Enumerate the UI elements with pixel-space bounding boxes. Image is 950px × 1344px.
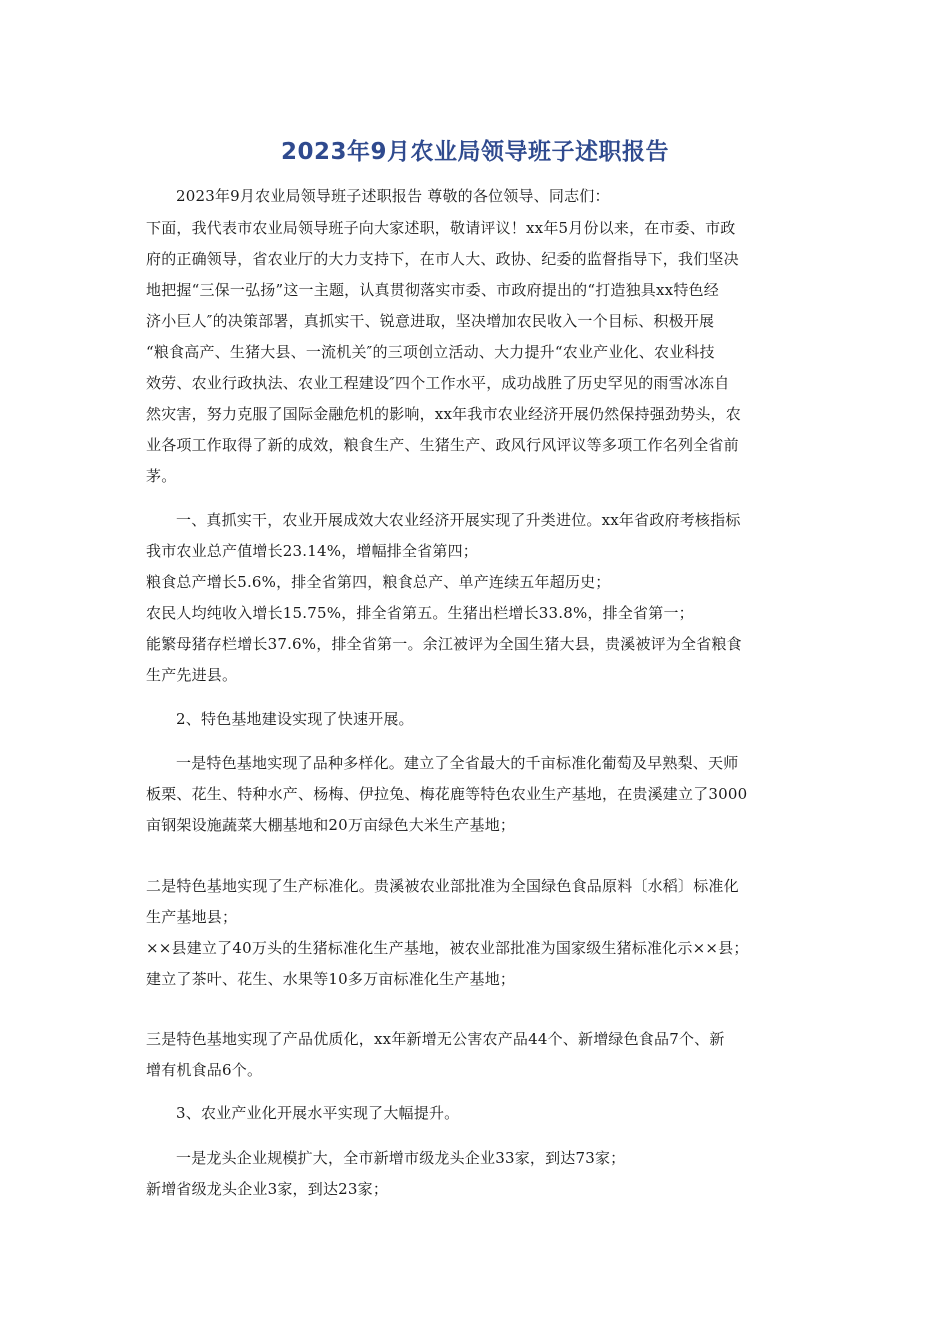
text-line: 一是龙头企业规模扩大，全市新增市级龙头企业33家，到达73家； xyxy=(176,1149,626,1167)
text-line: 粮食总产增长5.6%，排全省第四，粮食总产、单产连续五年超历史； xyxy=(146,573,611,591)
text-line: 府的正确领导，省农业厅的大力支持下，在市人大、政协、纪委的监督指导下，我们坚决 xyxy=(146,250,739,268)
text-line: 二是特色基地实现了生产标准化。贵溪被农业部批准为全国绿色食品原料〔水稻〕标准化 xyxy=(146,877,739,895)
text-line: 济小巨人″的决策部署，真抓实干、锐意进取，坚决增加农民收入一个目标、积极开展 xyxy=(146,312,715,330)
text-line: 农民人均纯收入增长15.75%，排全省第五。生猪出栏增长33.8%，排全省第一； xyxy=(146,604,694,622)
text-line: 茅。 xyxy=(146,467,177,485)
text-line: 地把握“三保一弘扬”这一主题，认真贯彻落实市委、市政府提出的“打造独具xx特色经 xyxy=(146,281,719,299)
section-heading: 3、农业产业化开展水平实现了大幅提升。 xyxy=(176,1104,460,1122)
document-title: 2023年9月农业局领导班子述职报告 xyxy=(280,139,670,165)
text-line: ××县建立了40万头的生猪标准化生产基地，被农业部批准为国家级生猪标准化示××县； xyxy=(146,939,749,957)
text-line: 一、真抓实干，农业开展成效大农业经济开展实现了升类进位。xx年省政府考核指标 xyxy=(176,511,741,529)
text-line: 三是特色基地实现了产品优质化，xx年新增无公害农产品44个、新增绿色食品7个、新 xyxy=(146,1030,725,1048)
text-line: 板栗、花生、特种水产、杨梅、伊拉兔、梅花鹿等特色农业生产基地，在贵溪建立了3000 xyxy=(146,785,748,803)
text-line: 下面，我代表市农业局领导班子向大家述职，敬请评议！xx年5月份以来，在市委、市政 xyxy=(146,219,736,237)
text-line: 亩钢架设施蔬菜大棚基地和20万亩绿色大米生产基地； xyxy=(146,816,516,834)
text-line: 业各项工作取得了新的成效，粮食生产、生猪生产、政风行风评议等多项工作名列全省前 xyxy=(146,436,739,454)
text-line: 效劳、农业行政执法、农业工程建设″四个工作水平，成功战胜了历史罕见的雨雪冰冻自 xyxy=(146,374,730,392)
text-line: “粮食高产、生猪大县、一流机关″的三项创立活动、大力提升“农业产业化、农业科技 xyxy=(146,343,715,361)
text-line: 2023年9月农业局领导班子述职报告 尊敬的各位领导、同志们： xyxy=(176,187,610,205)
text-line: 一是特色基地实现了品种多样化。建立了全省最大的千亩标准化葡萄及早熟梨、天师 xyxy=(176,754,739,772)
text-line: 建立了茶叶、花生、水果等10多万亩标准化生产基地； xyxy=(146,970,516,988)
text-line: 生产基地县； xyxy=(146,908,238,926)
text-line: 生产先进县。 xyxy=(146,666,238,684)
section-heading: 2、特色基地建设实现了快速开展。 xyxy=(176,710,414,728)
text-line: 增有机食品6个。 xyxy=(146,1061,263,1079)
text-line: 新增省级龙头企业3家，到达23家； xyxy=(146,1180,389,1198)
text-line: 能繁母猪存栏增长37.6%，排全省第一。余江被评为全国生猪大县，贵溪被评为全省粮食 xyxy=(146,635,742,653)
text-line: 然灾害，努力克服了国际金融危机的影响，xx年我市农业经济开展仍然保持强劲势头，农 xyxy=(146,405,741,423)
text-line: 我市农业总产值增长23.14%，增幅排全省第四； xyxy=(146,542,478,560)
